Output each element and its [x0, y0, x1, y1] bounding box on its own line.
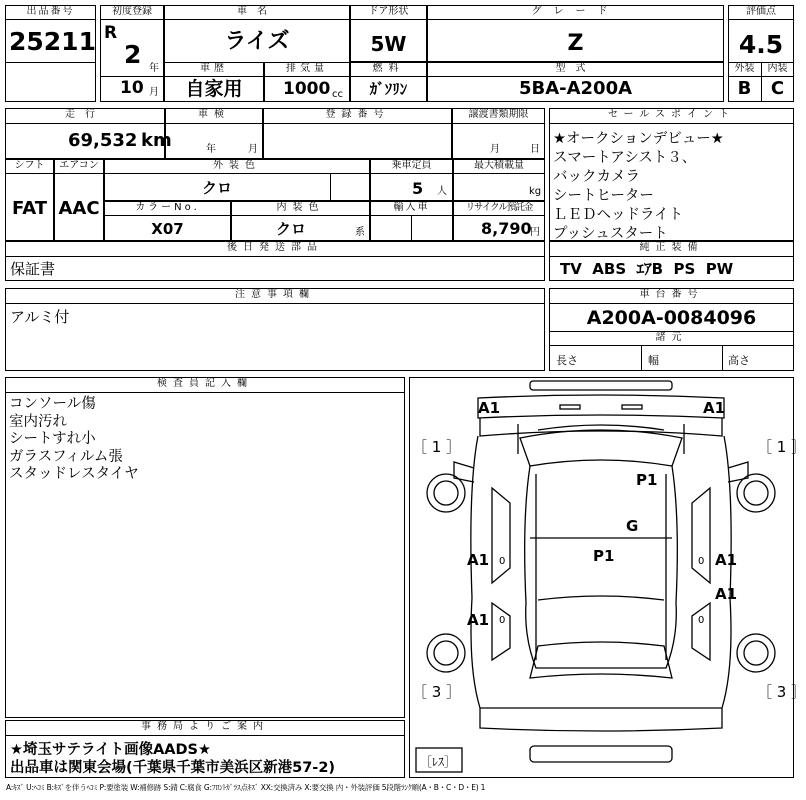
later-parts: 保証書 [10, 260, 56, 278]
inspector-note: シートすれ小 [9, 431, 96, 447]
genuine-equipment-header: 純正装備 [639, 242, 704, 253]
shift: FAT [11, 198, 48, 219]
inspector-notes-list [9, 396, 139, 484]
tire-rear-right: ［ 3 ］ [757, 683, 806, 701]
int-color-header: 内装色 [276, 202, 325, 213]
dim-length: 長さ [556, 354, 578, 367]
car-name: ライズ [224, 29, 290, 54]
fuel-header: 燃料 [372, 63, 405, 74]
lot-number: 25211 [9, 27, 96, 56]
car-name-header: 車名 [237, 6, 277, 17]
office-note: 出品車は関東会場(千葉県千葉市美浜区新港57-2) [10, 760, 336, 776]
model-header: 型式 [555, 63, 596, 74]
aircon-header: エアコン [59, 160, 99, 171]
recycle-header: リサイクル預託金 [465, 202, 533, 213]
grade-header: グレード [531, 6, 620, 17]
damage-mark: A1 [467, 551, 490, 569]
history-header: 車歴 [200, 63, 228, 74]
color-no: X07 [151, 220, 184, 238]
sales-point: プッシュスタート [553, 226, 668, 242]
transfer-doc-header: 譲渡書類期限 [468, 109, 529, 120]
model: 5BA-A200A [518, 78, 633, 99]
damage-mark: P1 [636, 471, 658, 489]
svg-text:0: 0 [698, 556, 705, 567]
aircon: AAC [58, 198, 100, 219]
chassis-header: 車台番号 [639, 289, 704, 300]
reg-number-header: 登録番号 [325, 109, 390, 120]
sales-point: ＬＥＤヘッドライト [553, 207, 684, 223]
genuine-equipment: TV ABS ｴｱB PS PW [560, 260, 734, 278]
transfer-month-unit: 月 [490, 144, 500, 155]
tire-front-left: ［ 1 ］ [412, 438, 462, 456]
inspector-notes-header: 検査員記入欄 [157, 378, 253, 389]
dim-height: 高さ [728, 354, 750, 367]
history: 自家用 [185, 78, 243, 100]
damage-mark: A1 [467, 611, 490, 629]
sales-point: スマートアシスト３、 [553, 150, 697, 166]
inspector-note: スタッドレスタイヤ [9, 466, 139, 482]
sales-point: シートヒーター [553, 188, 654, 204]
mileage-header: 走行 [65, 109, 105, 120]
reg-month: 10 [120, 78, 144, 98]
import-header: 輸入車 [393, 202, 430, 213]
capacity-header: 乗車定員 [391, 160, 432, 171]
int-color: クロ [275, 220, 306, 238]
transfer-day-unit: 日 [530, 144, 540, 155]
mileage: 69,532 [68, 130, 138, 151]
svg-text:0: 0 [698, 615, 705, 626]
office-notes-list [10, 741, 335, 777]
grade: Z [567, 31, 584, 56]
score-header: 評価点 [746, 6, 776, 17]
sales-point-header: セールスポイント [607, 109, 736, 120]
reg-year: 2 [124, 40, 142, 69]
damage-mark: P1 [593, 547, 615, 565]
lot-number-blank [5, 62, 96, 102]
displacement-unit: cc [332, 89, 343, 100]
mileage-unit: km [141, 130, 172, 151]
office-note: ★埼玉サテライト画像AADS★ [10, 742, 211, 758]
shift-header: シフト [14, 160, 45, 171]
inspector-note: 室内汚れ [9, 413, 67, 430]
year-unit: 年 [149, 63, 159, 74]
capacity: 5 [412, 179, 424, 198]
interior-score: C [770, 78, 785, 99]
ext-color: クロ [201, 179, 232, 197]
max-load-unit: kg [529, 186, 542, 197]
int-color-unit: 系 [355, 227, 365, 238]
door-header: ドア形状 [368, 6, 409, 17]
dimensions-header: 諸元 [655, 332, 688, 343]
max-load-header: 最大積載量 [474, 160, 524, 171]
damage-mark: A1 [715, 585, 738, 603]
inspector-note: ガラスフィルム張 [9, 448, 123, 465]
era: R [104, 23, 118, 43]
inspection-month-unit: 月 [248, 144, 258, 155]
dim-width: 幅 [648, 354, 659, 367]
legend: A:ｷｽﾞ U:ﾍｺﾐ B:ｷｽﾞを伴うﾍｺﾐ P:要塗装 W:補修跡 S:錆 C:腐食 G:ﾌﾛﾝﾄｶﾞﾗｽ点ｷｽﾞ XX:交換済み X:要交換 内・外装評価 5段階ﾗﾝｸ順(A・B・C・D・E) 1 [6, 783, 486, 792]
exterior-header: 外装 [734, 63, 755, 74]
svg-text:0: 0 [499, 556, 506, 567]
exterior-score: B [737, 78, 752, 99]
sales-point: バックカメラ [553, 169, 640, 185]
damage-mark: A1 [703, 399, 726, 417]
door-shape: 5W [370, 32, 407, 56]
displacement-header: 排気量 [286, 63, 328, 74]
sales-points-list [553, 130, 724, 244]
recycle-unit: 円 [530, 227, 540, 238]
tire-front-right: ［ 1 ］ [757, 438, 806, 456]
later-parts-header: 後日発送部品 [227, 242, 323, 253]
color-no-header: カラーNo. [135, 202, 200, 213]
ext-color-header: 外装色 [213, 160, 261, 171]
svg-text:0: 0 [499, 615, 506, 626]
displacement: 1000 [283, 79, 331, 99]
damage-mark: A1 [478, 399, 501, 417]
capacity-unit: 人 [437, 186, 447, 197]
notes: アルミ付 [10, 308, 70, 326]
tire-rear-left: ［ 3 ］ [412, 683, 462, 701]
first-reg-header: 初度登録 [112, 6, 152, 17]
damage-mark: A1 [715, 551, 738, 569]
interior-header: 内装 [767, 63, 788, 74]
month-unit: 月 [149, 87, 159, 98]
inspector-note: コンソール傷 [9, 396, 96, 412]
recycle: 8,790 [481, 219, 532, 238]
chassis-number: A200A-0084096 [586, 307, 757, 329]
sales-point: ★オークションデビュー★ [553, 131, 724, 147]
score: 4.5 [738, 30, 784, 59]
office-notes-header: 事務局よりご案内 [141, 721, 269, 732]
fuel: ｶﾞｿﾘﾝ [369, 80, 408, 98]
inspection-year-unit: 年 [206, 144, 216, 155]
car-diagram [410, 378, 793, 777]
damage-mark: G [626, 517, 639, 535]
notes-header: 注意事項欄 [235, 289, 315, 300]
spare-tire-label: ［ﾚｽ］ [420, 755, 457, 769]
inspection-header: 車検 [198, 109, 230, 120]
lot-number-header: 出品番号 [26, 6, 75, 17]
